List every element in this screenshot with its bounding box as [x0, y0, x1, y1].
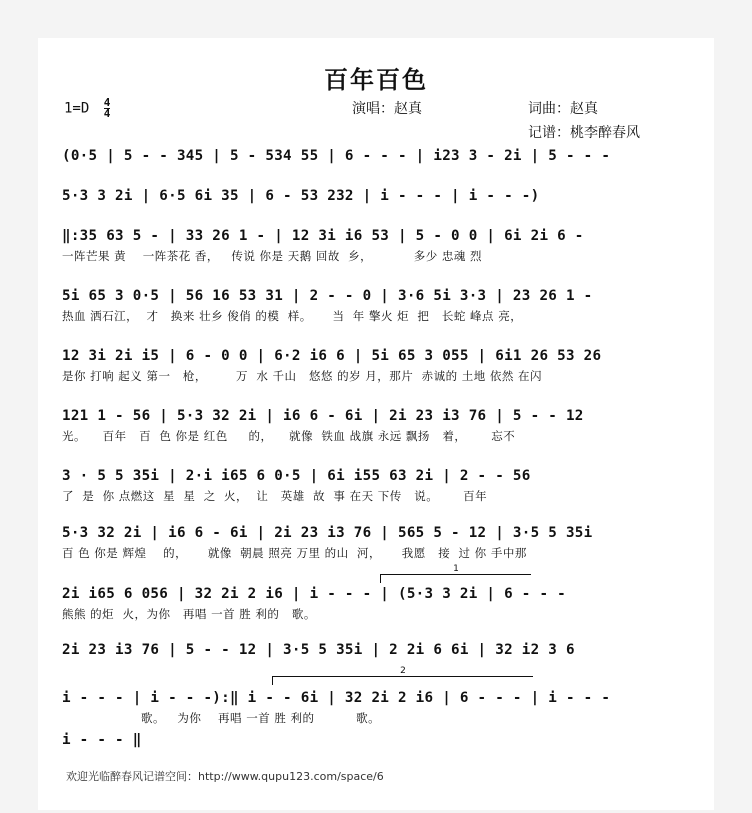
lyrics-line — [62, 168, 702, 184]
footer-credit: 欢迎光临醉春风记谱空间：http://www.qupu123.com/space/6 — [66, 770, 384, 783]
volta-bracket-2: 2 — [272, 676, 533, 685]
notes-line: 5·3 32 2i | i6 6 - 6i | 2i 23 i3 76 | 565 5 - 12 | 3·5 5 35i — [62, 525, 593, 541]
notes-line: 2i 23 i3 76 | 5 - - 12 | 3·5 5 35i | 2 2i 6 6i | 32 i2 3 6 — [62, 642, 575, 658]
lyrics-line — [62, 208, 702, 224]
lyrics-line: 歌。 为你 再唱 一首 胜 利的 歌。 — [62, 711, 381, 725]
lyricist-credit: 词曲：赵真 — [528, 101, 598, 117]
lyrics-line — [62, 752, 702, 768]
notes-line: 2i i65 6 056 | 32 2i 2 i6 | i - - - | (5·3 3 2i | 6 - - - — [62, 586, 566, 602]
notes-line: i - - - | i - - -):‖ i - - 6i | 32 2i 2 i6 | 6 - - - | i - - - — [62, 690, 611, 706]
key-signature — [64, 98, 110, 119]
notes-line: 5·3 3 2i | 6·5 6i 35 | 6 - 53 232 | i - - - | i - - -) — [62, 188, 540, 204]
notes-line: 3 · 5 5 35i | 2·i i65 6 0·5 | 6i i55 63 2i | 2 - - 56 — [62, 468, 531, 484]
volta-bracket-1: 1 — [380, 574, 531, 583]
singer-credit: 演唱：赵真 — [352, 101, 422, 117]
lyrics-line: 一阵芒果 黄 一阵茶花 香， 传说 你是 天鹅 回故 乡， 多少 忠魂 烈 — [62, 249, 483, 263]
song-title: 百年百色 — [324, 65, 428, 94]
lyrics-line: 熊熊 的炬 火，为你 再唱 一首 胜 利的 歌。 — [62, 607, 316, 621]
arranger-credit: 记谱：桃李醉春风 — [528, 125, 640, 141]
lyrics-line: 了 是 你 点燃这 星 星 之 火， 让 英雄 故 事 在天 下传 说。 百年 — [62, 489, 488, 503]
notes-line: (0·5 | 5 - - 345 | 5 - 534 55 | 6 - - - | i23 3 - 2i | 5 - - - — [62, 148, 611, 164]
key-label: 1=D — [64, 100, 90, 117]
notes-line: 5i 65 3 0·5 | 56 16 53 31 | 2 - - 0 | 3·6 5i 3·3 | 23 26 1 - — [62, 288, 593, 304]
lyrics-line: 百 色 你是 辉煌 的， 就像 朝晨 照亮 万里 的山 河， 我愿 接 过 你 手中那 — [62, 546, 527, 560]
time-signature — [104, 98, 111, 119]
lyrics-line: 热血 洒石江， 才 换来 壮乡 俊俏 的模 样。 当 年 擎火 炬 把 长蛇 峰点 亮， — [62, 309, 523, 323]
notes-line: i - - - ‖ — [62, 732, 142, 748]
notes-line: 12 3i 2i i5 | 6 - 0 0 | 6·2 i6 6 | 5i 65 3 055 | 6i1 26 53 26 — [62, 348, 602, 364]
notes-line: 121 1 - 56 | 5·3 32 2i | i6 6 - 6i | 2i 23 i3 76 | 5 - - 12 — [62, 408, 584, 424]
lyrics-line: 是你 打响 起义 第一 枪， 万 水 千山 悠悠 的岁 月，那片 赤诚的 土地 依然 在闪 — [62, 369, 543, 383]
time-signature-beats: 4 — [103, 96, 111, 109]
score-page — [38, 38, 714, 810]
time-signature-unit: 4 — [103, 107, 111, 120]
notes-line: ‖:35 63 5 - | 33 26 1 - | 12 3i i6 53 | 5 - 0 0 | 6i 2i 6 - — [62, 228, 584, 244]
lyrics-line: 光。 百年 百 色 你是 红色 的， 就像 铁血 战旗 永远 飘扬 着， 忘不 — [62, 429, 516, 443]
